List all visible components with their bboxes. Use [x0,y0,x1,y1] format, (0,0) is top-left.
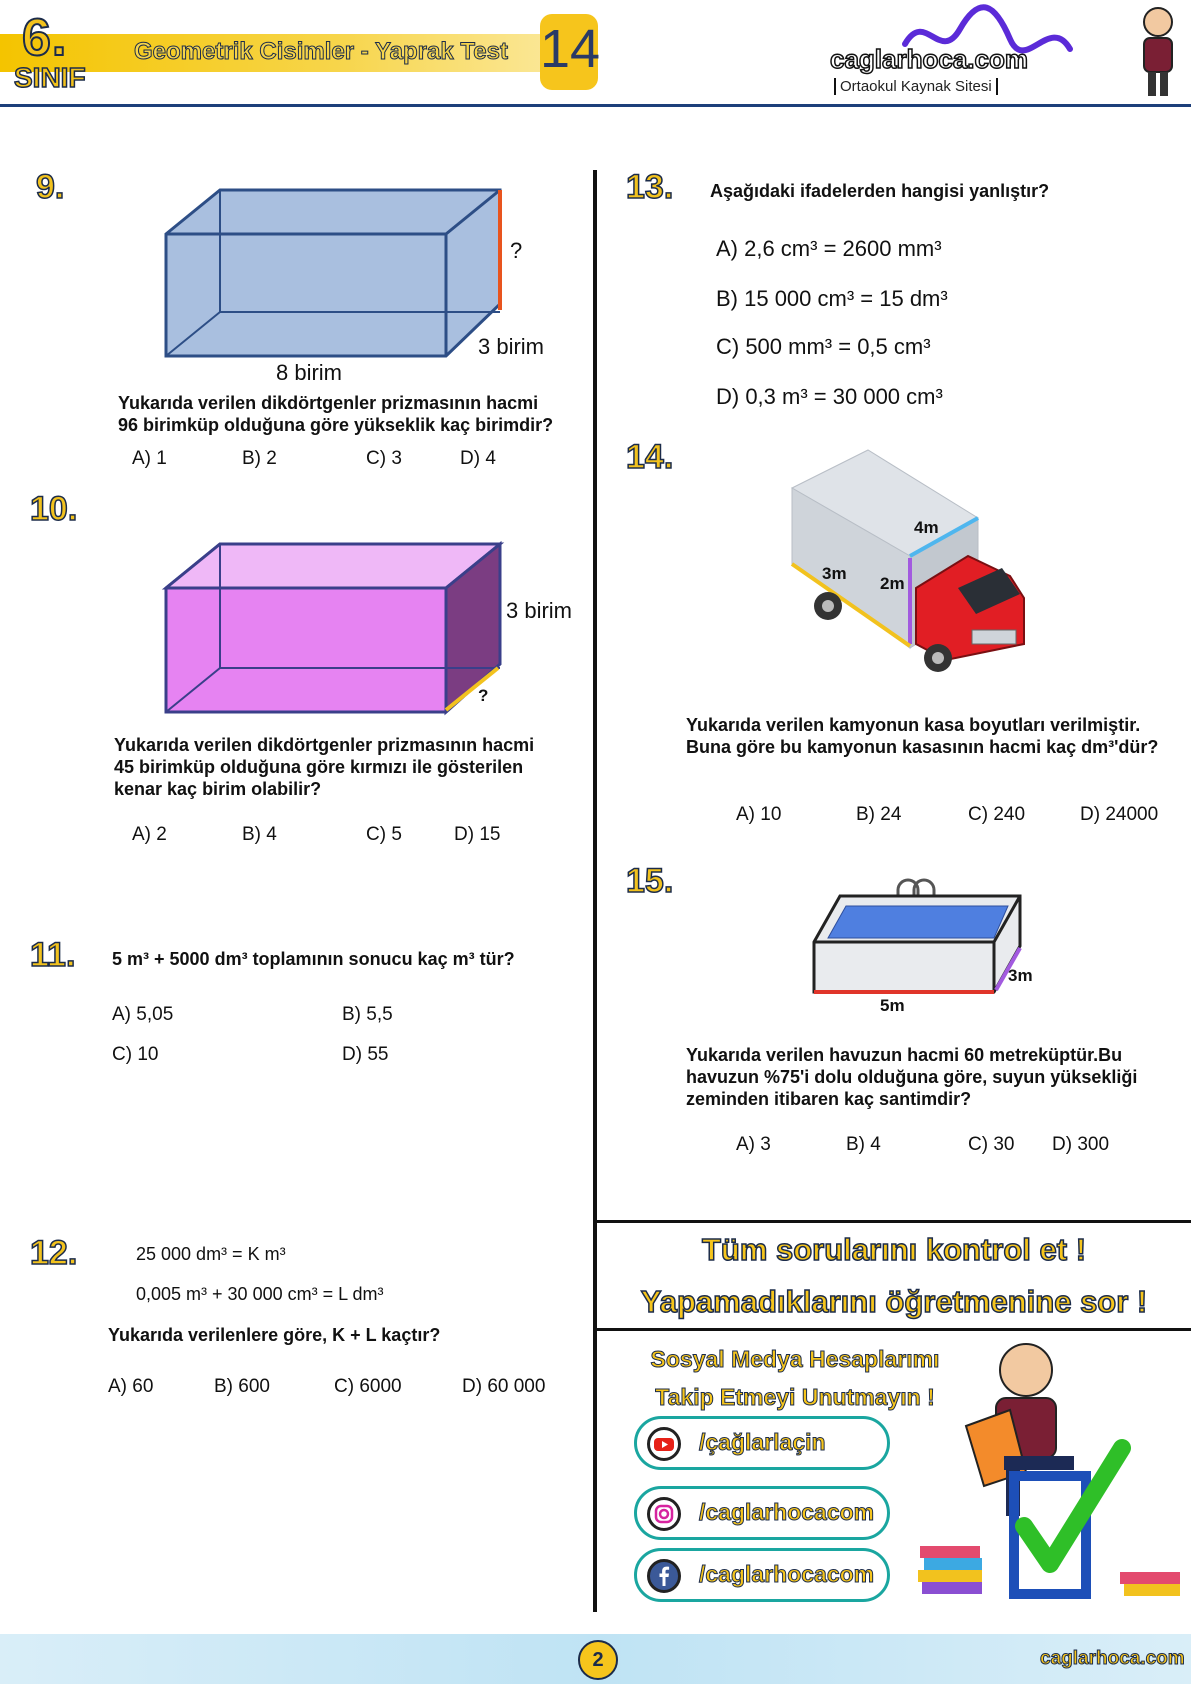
q15-pool-figure [810,870,1024,1000]
q9-option-b[interactable]: B) 2 [242,448,277,469]
facebook-icon [647,1559,681,1593]
test-number: 14 [540,19,601,79]
test-title: Geometrik Cisimler - Yaprak Test [134,38,508,65]
q12-option-c[interactable]: C) 6000 [334,1376,402,1397]
q10-number: 10. [30,490,78,528]
q10-option-d[interactable]: D) 15 [454,824,501,845]
q10-height-label: 3 birim [506,598,573,623]
q9-text-line1: Yukarıda verilen dikdörtgenler prizmasının hacmi [118,393,539,413]
q15-text-line3: zeminden itibaren kaç santimdir? [686,1089,972,1109]
instagram-link[interactable] [634,1486,890,1540]
q12-option-a[interactable]: A) 60 [108,1376,154,1397]
q9-number: 9. [36,168,65,206]
q12-option-d[interactable]: D) 60 000 [462,1376,546,1397]
q11-number: 11. [30,936,76,974]
q15-text-line2: havuzun %75'i dolu olduğuna göre, suyun yüksekliği [686,1067,1138,1087]
teacher-reading-illustration-icon [914,1336,1186,1616]
footer-site: caglarhoca.com [1040,1648,1185,1669]
q15-option-d[interactable]: D) 300 [1052,1134,1110,1155]
q12-option-b[interactable]: B) 600 [214,1376,270,1397]
site-subtitle: Ortaokul Kaynak Sitesi [834,78,998,95]
q10-prism-figure [160,540,510,716]
q9-length-label: 8 birim [276,360,343,385]
grade-label: SINIF [14,62,86,93]
q15-text-line1: Yukarıda verilen havuzun hacmi 60 metreküptür.Bu [686,1045,1123,1065]
section-divider-top [597,1220,1191,1223]
q10-text-line2: 45 birimküp olduğuna göre kırmızı ile gösterilen [114,757,524,777]
q13-option-d[interactable]: D) 0,3 m³ = 30 000 cm³ [716,384,943,409]
q14-truck-figure [788,448,1028,678]
squiggle-decoration-icon [900,4,1080,64]
q10-text-line3: kenar kaç birim olabilir? [114,779,322,799]
q9-option-d[interactable]: D) 4 [460,448,496,469]
q15-number: 15. [626,862,674,900]
q14-option-d[interactable]: D) 24000 [1080,804,1159,825]
q10-option-a[interactable]: A) 2 [132,824,167,845]
q14-number: 14. [626,438,674,476]
q14-text-line1: Yukarıda verilen kamyonun kasa boyutları verilmiştir. [686,715,1141,735]
q11-option-c[interactable]: C) 10 [112,1044,159,1065]
q15-option-b[interactable]: B) 4 [846,1134,881,1155]
q9-height-label: ? [510,238,523,263]
facebook-handle: /caglarhocacom [699,1561,875,1587]
q10-option-b[interactable]: B) 4 [242,824,277,845]
q13-text: Aşağıdaki ifadelerden hangisi yanlıştır? [710,181,1050,201]
q15-option-a[interactable]: A) 3 [736,1134,771,1155]
q12-equation-1: 25 000 dm³ = K m³ [136,1244,286,1264]
q10-depth-label: ? [478,686,489,705]
q14-option-c[interactable]: C) 240 [968,804,1026,825]
facebook-link[interactable] [634,1548,890,1602]
social-title-line1: Sosyal Medya Hesaplarımı [650,1346,940,1372]
q15-length-label: 5m [880,996,905,1015]
q14-option-a[interactable]: A) 10 [736,804,782,825]
q14-length-label: 4m [914,518,939,537]
q14-height-label: 2m [880,574,905,593]
q11-text: 5 m³ + 5000 dm³ toplamının sonucu kaç m³ tür? [112,949,515,969]
q9-prism-figure [160,180,510,360]
promo-check-answers: Tüm sorularını kontrol et ! [701,1232,1087,1267]
q14-text-line2: Buna göre bu kamyonun kasasının hacmi kaç dm³'dür? [686,737,1159,757]
q13-option-b[interactable]: B) 15 000 cm³ = 15 dm³ [716,286,948,311]
q15-width-label: 3m [1008,966,1033,985]
grade-number: 6. [22,9,68,67]
q9-option-c[interactable]: C) 3 [366,448,402,469]
instagram-icon [647,1497,681,1531]
youtube-handle: /çağlarlaçin [699,1429,826,1455]
q11-option-d[interactable]: D) 55 [342,1044,389,1065]
q10-option-c[interactable]: C) 5 [366,824,402,845]
q12-number: 12. [30,1234,78,1272]
instagram-handle: /caglarhocacom [699,1499,875,1525]
q12-equation-2: 0,005 m³ + 30 000 cm³ = L dm³ [136,1284,384,1304]
q14-depth-label: 3m [822,564,847,583]
q11-option-a[interactable]: A) 5,05 [112,1004,174,1025]
promo-ask-teacher: Yapamadıklarını öğretmenine sor ! [640,1284,1148,1319]
youtube-icon [647,1427,681,1461]
q13-number: 13. [626,168,674,206]
teacher-mascot-icon [1120,4,1190,100]
q12-text: Yukarıda verilenlere göre, K + L kaçtır? [108,1325,441,1345]
q10-text-line1: Yukarıda verilen dikdörtgenler prizmasının hacmi [114,735,535,755]
q13-option-c[interactable]: C) 500 mm³ = 0,5 cm³ [716,334,931,359]
social-title-line2: Takip Etmeyi Unutmayın ! [655,1384,935,1410]
q9-text-line2: 96 birimküp olduğuna göre yükseklik kaç birimdir? [118,415,554,435]
q14-option-b[interactable]: B) 24 [856,804,902,825]
q9-option-a[interactable]: A) 1 [132,448,167,469]
youtube-link[interactable] [634,1416,890,1470]
page-number: 2 [578,1640,618,1680]
q9-width-label: 3 birim [478,334,545,359]
q11-option-b[interactable]: B) 5,5 [342,1004,393,1025]
column-divider [593,170,597,1612]
section-divider-bottom [597,1328,1191,1331]
site-logo: caglarhoca.com [830,44,1028,74]
q15-option-c[interactable]: C) 30 [968,1134,1015,1155]
q13-option-a[interactable]: A) 2,6 cm³ = 2600 mm³ [716,236,942,261]
